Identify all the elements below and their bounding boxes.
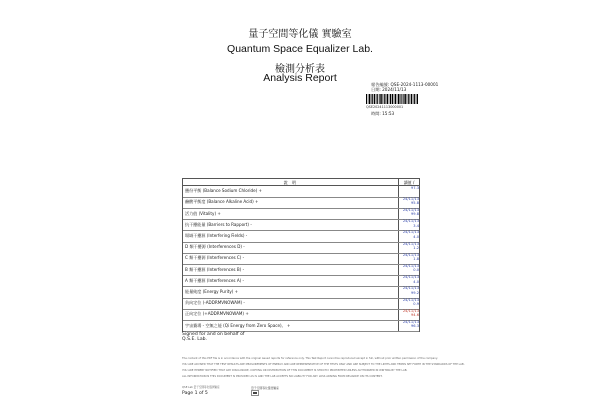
row-date: 24/11/13 [402,219,419,224]
row-label: C 類干擾源 (Interferences C) - [185,255,245,261]
fineprint-2: YOU ARE ADVISED THAT THE TEST RESULTS ARE MEASUREMENTS OF ENERGY AND ARE REPRESENTATIVE OF THE TESTS ONLY AND ARE SUBJECT TO THE LIMITS AND TERMS SET FORTH IN THE STANDARDS OF THE LAB. [182,363,465,366]
row-label: D 類干擾源 (Interferences D) - [185,244,245,250]
lab-logo-icon [251,390,259,396]
row-value: 95.8 [410,201,419,206]
row-label: B 類干擾源 (Interferences B) - [185,266,245,272]
title-en: Quantum Space Equalizer Lab. [227,43,373,55]
row-value: 96.3 [410,324,419,329]
row-value: 94.6 [410,313,419,318]
row-date: 24/11/13 [402,286,419,291]
page-number: Page 1 of 5 [182,391,208,396]
row-date: 24/11/13 [402,308,419,313]
row-value: 99.2 [410,290,419,295]
report-time-label: 時間: [371,111,381,116]
row-reading [399,242,419,251]
report-time-value: 15:53 [382,111,395,116]
subtitle-zh: 檢測分析表 [275,64,325,75]
row-reading [399,219,419,228]
signature-block [182,332,245,343]
signed-line-2: Q.S.E. Lab. [182,337,208,343]
fineprint-3: YOU ARE HEREBY NOTIFIED THAT ANY DISCLOSURE, COPYING OR DISTRIBUTION OF THIS DOCUMENT IS STRICTLY PROHIBITED UNLESS AUTHORIZED IN WRITING BY THE LAB. [182,369,408,372]
row-date: 24/11/13 [402,230,419,235]
analysis-table [182,178,420,332]
row-reading [399,197,419,206]
row-value: 97.3 [410,185,419,190]
row-reading [399,264,419,273]
row-value: 1.8 [413,257,419,262]
row-value: 0.0 [413,268,419,273]
row-date: 24/11/13 [402,275,419,280]
footer-small-left: QSE Lab 量子空間等化儀實驗室 [182,386,220,389]
row-reading [399,298,419,307]
row-reading [399,186,419,190]
barcode-image [366,94,418,104]
fineprint-1: The content of this PDF file is in accordance with the original issued reports for reference only. This Test Report cannot be reproduced except in full, without prior written permission of the company. [182,357,438,360]
row-label: 場域干擾源 (Interfering Fields) - [185,232,248,238]
report-date-label: 日期: [371,87,381,92]
row-reading [399,286,419,295]
report-time [371,111,394,116]
row-value: 99.8 [410,212,419,217]
row-label: 正向定位 (+ADDRMVNOWAM) + [185,311,249,317]
lab-logo-text: 量子空間等化儀實驗室 [251,386,279,390]
row-reading [399,309,419,318]
row-value: 0.9 [413,302,419,306]
row-label: 宇宙賽場 - 空無之能 (Qi Energy from Zero Space)。 + [185,322,291,328]
table-row [183,320,419,332]
row-reading [399,230,419,239]
signed-line-1: Signed for and on behalf of [182,332,245,337]
report-number-label: 報告編號: [371,82,390,87]
row-reading [399,275,419,284]
row-date: 24/11/13 [402,196,419,201]
row-reading [399,320,419,329]
row-label: 鹼酸平衡度 (Balance Alkaline Acid) + [185,199,259,205]
row-date: 24/11/13 [402,208,419,212]
subtitle-en: Analysis Report [263,72,337,84]
fineprint-4: ALL INFORMATION IN THIS DOCUMENT IS PROVIDED AS IS AND THE LAB ACCEPTS NO LIABILITY FOR ANY LOSS ARISING FROM RELIANCE ON ITS CONTENT. [182,375,383,378]
report-number-value: QSE-2024-1113-00001 [390,82,439,87]
report-date-value: 2024/11/13 [382,87,407,92]
row-reading [399,253,419,262]
row-date: 24/11/13 [402,241,419,246]
title-zh: 量子空間等化儀 實驗室 [248,29,352,40]
barcode-text: QSE20241113000001 [366,105,404,109]
row-date: 24/11/13 [402,320,419,324]
row-value: 3.4 [413,223,419,228]
row-label: A 類干擾源 (Interferences A) - [185,277,245,283]
header-value: 讀值 / [403,179,415,185]
header-item: 說 明 [283,179,298,185]
row-label: 活力值 (Vitality) + [185,210,221,216]
row-label: 抗干擾能量 (Barriers to Rapport) - [185,221,252,227]
row-date: 24/11/13 [402,297,419,302]
row-label: 負向定位 (-ADDRMVNOWAM) - [185,300,245,306]
row-value: 1.2 [413,246,419,250]
row-label: 能量純度 (Energy Purity) + [185,288,239,294]
row-date: 24/11/13 [402,252,419,257]
row-reading [399,208,419,217]
row-label: 鹽份平衡 (Balance Sodium Chloride) + [185,188,262,194]
row-value: 4.0 [413,279,419,284]
row-value: 4.0 [413,234,419,239]
report-date [371,87,406,92]
row-date: 24/11/13 [402,264,419,268]
